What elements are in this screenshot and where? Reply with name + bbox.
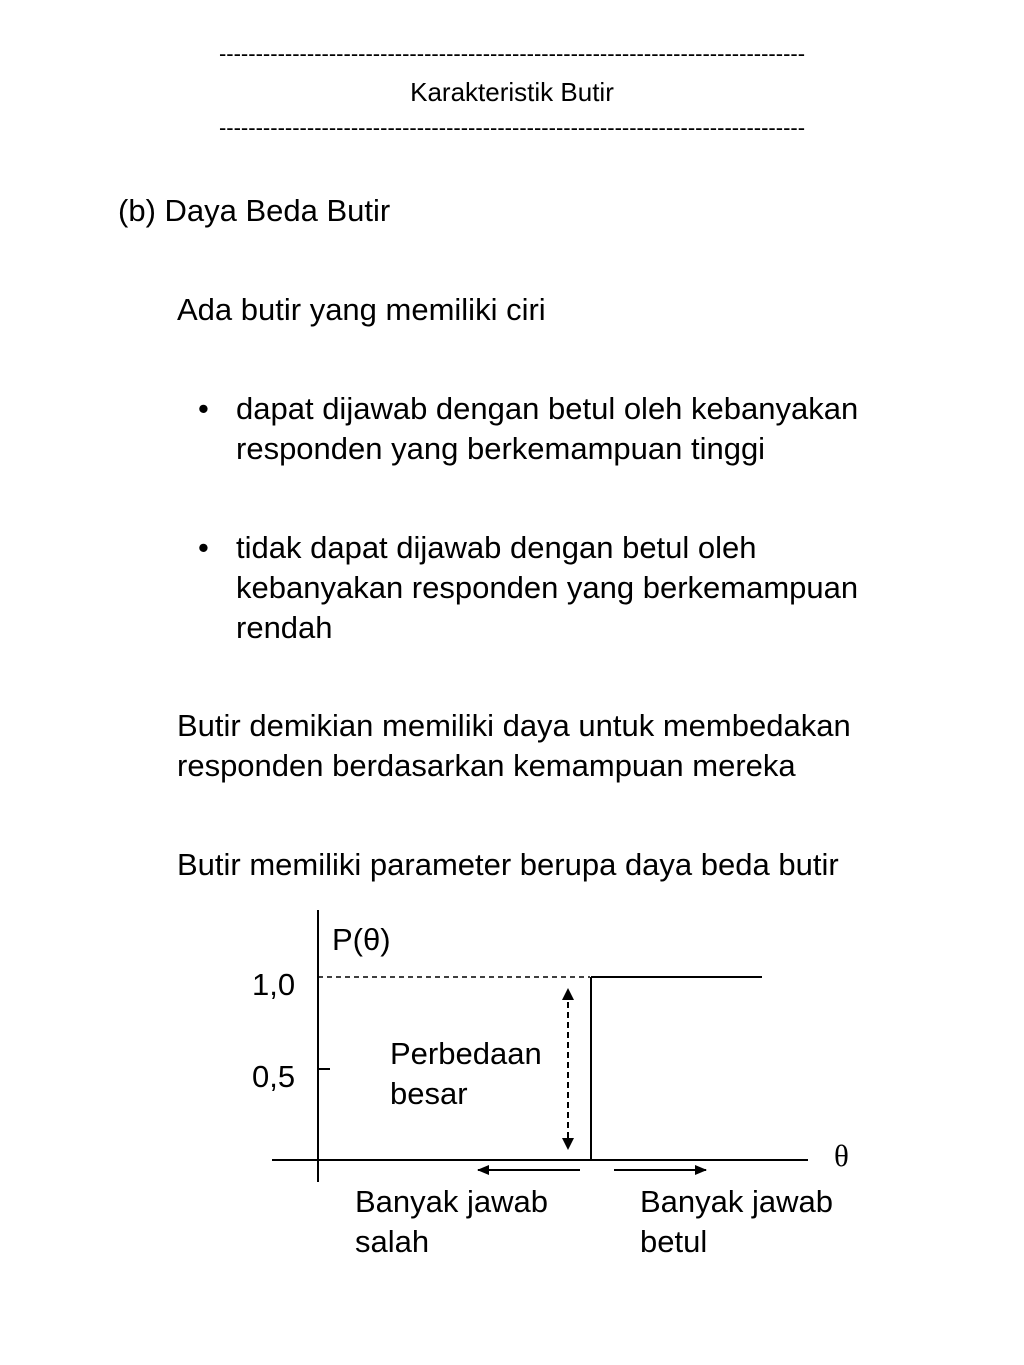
tick-label-mid: 0,5 xyxy=(252,1059,296,1094)
bullet-text-1-line-1: dapat dijawab dengan betul oleh kebanyakan xyxy=(236,391,859,426)
correct-answers-label-line-1: Banyak jawab xyxy=(640,1184,834,1219)
paragraph-parameter: Butir memiliki parameter berupa daya beda butir xyxy=(177,847,839,882)
wrong-answers-label-line-1: Banyak jawab xyxy=(355,1184,549,1219)
x-axis-label: θ xyxy=(834,1138,849,1173)
header-divider-top: -------------------------------------------------------------------------------- xyxy=(218,42,806,66)
y-axis-label: P(θ) xyxy=(332,922,391,957)
header-divider-bottom: -------------------------------------------------------------------------------- xyxy=(218,116,806,140)
bullet-text-2-line-2: kebanyakan responden yang berkemampuan xyxy=(236,570,859,605)
paragraph-discrimination-line-1: Butir demikian memiliki daya untuk membedakan xyxy=(177,708,851,743)
bullet-text-2-line-1: tidak dapat dijawab dengan betul oleh xyxy=(236,530,757,565)
annotation-line-2: besar xyxy=(390,1076,468,1111)
bullet-dot-icon: • xyxy=(198,391,209,426)
wrong-answers-label-line-2: salah xyxy=(355,1224,430,1259)
tick-label-high: 1,0 xyxy=(252,967,296,1002)
correct-answers-label-line-2: betul xyxy=(640,1224,708,1259)
arrow-up-icon xyxy=(562,988,574,1000)
bullet-dot-icon: • xyxy=(198,530,209,565)
annotation-line-1: Perbedaan xyxy=(390,1036,542,1071)
intro-text: Ada butir yang memiliki ciri xyxy=(177,292,546,327)
arrow-down-icon xyxy=(562,1138,574,1150)
bullet-text-1-line-2: responden yang berkemampuan tinggi xyxy=(236,431,766,466)
paragraph-discrimination-line-2: responden berdasarkan kemampuan mereka xyxy=(177,748,796,783)
bullet-text-2-line-3: rendah xyxy=(236,610,333,645)
section-title: (b) Daya Beda Butir xyxy=(118,193,391,228)
page-header-title: Karakteristik Butir xyxy=(410,77,614,107)
